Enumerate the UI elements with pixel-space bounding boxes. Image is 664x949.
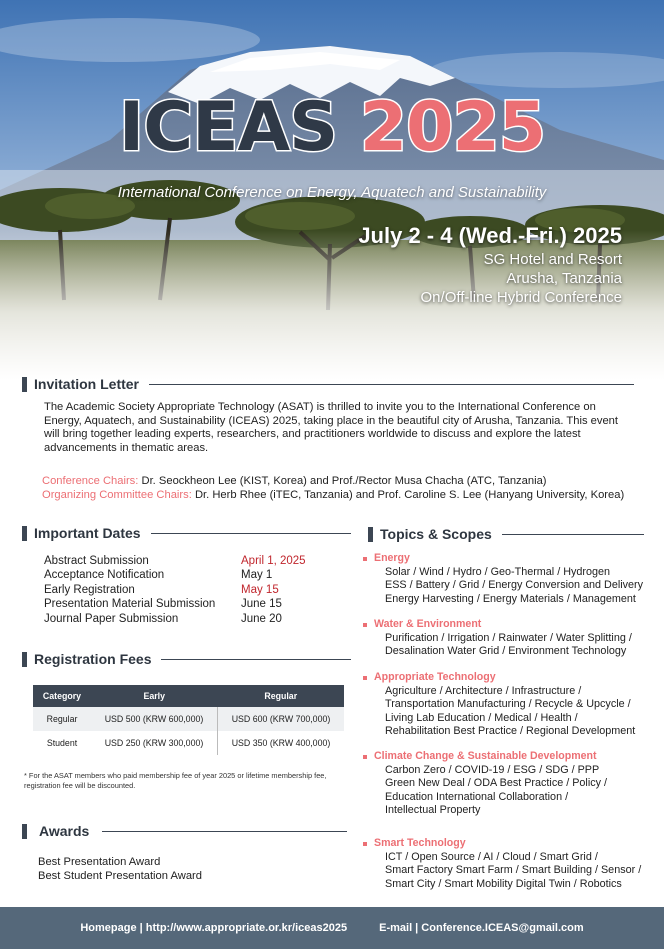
topic-line: Green New Deal / ODA Best Practice / Policy /	[385, 777, 608, 790]
date-row	[44, 568, 306, 582]
section-title: Invitation Letter	[34, 376, 140, 392]
topic-title-text: Water & Environment	[374, 618, 482, 630]
topic-line: ESS / Battery / Grid / Energy Conversion and Delivery	[385, 579, 644, 592]
topic-title	[363, 837, 641, 851]
event-city: Arusha, Tanzania	[506, 270, 622, 287]
invitation-body: The Academic Society Appropriate Technology (ASAT) is thrilled to invite you to the International Conference on Energy, Aquatech, and Sustainability (ICEAS) 2025, taking place in the beautiful city of Arusha, Tanzania. This event will bring together leading experts, researchers, and practitioners worldwide to discuss and explore the latest advancements in thematic areas.	[44, 401, 619, 454]
topic-line: Agriculture / Architecture / Infrastructure /	[385, 684, 582, 697]
topic-line: Solar / Wind / Hydro / Geo-Thermal / Hydrogen	[385, 565, 611, 578]
award-item: Best Student Presentation Award	[38, 870, 202, 882]
topic-line: Rehabilitation Best Practice / Regional Development	[385, 725, 636, 738]
important-dates-heading	[22, 525, 351, 541]
section-marker	[368, 527, 373, 542]
date-row	[44, 583, 306, 597]
section-divider	[502, 534, 644, 535]
title-acronym: ICEAS	[118, 88, 338, 167]
conference-subtitle: International Conference on Energy, Aquatech and Sustainability	[117, 184, 547, 201]
topic-line: Carbon Zero / COVID-19 / ESG / SDG / PPP	[385, 763, 600, 776]
date-label: Presentation Material Submission	[44, 598, 216, 611]
table-cell: USD 250 (KRW 300,000)	[91, 731, 218, 755]
section-divider	[149, 384, 634, 385]
section-marker	[22, 652, 27, 667]
section-divider	[102, 831, 347, 832]
topic-climate-change	[374, 750, 607, 818]
section-title: Registration Fees	[34, 651, 152, 667]
topic-line: Smart City / Smart Mobility Digital Twin / Robotics	[385, 877, 622, 890]
registration-fee-table	[33, 685, 344, 755]
date-value: June 20	[241, 612, 282, 625]
table-cell: Regular	[33, 707, 91, 731]
topic-line: Desalination Water Grid / Environment Technology	[385, 645, 627, 658]
topic-line: Education International Collaboration /	[385, 790, 569, 803]
bullet-icon	[363, 755, 367, 759]
date-row	[44, 597, 306, 611]
topic-water-environment	[374, 618, 632, 659]
event-venue: SG Hotel and Resort	[483, 251, 622, 268]
organizing-chairs-names: Dr. Herb Rhee (iTEC, Tanzania) and Prof. Caroline S. Lee (Hanyang University, Korea)	[191, 489, 625, 501]
hero-banner	[0, 0, 664, 380]
registration-heading	[22, 651, 351, 667]
topic-title-text: Appropriate Technology	[374, 671, 496, 683]
topic-line: Transportation Manufacturing / Recycle & Upcycle /	[385, 698, 631, 711]
event-format: On/Off-line Hybrid Conference	[420, 289, 622, 306]
table-cell: USD 350 (KRW 400,000)	[231, 738, 331, 748]
email-link[interactable]: E-mail | Conference.ICEAS@gmail.com	[379, 922, 584, 934]
date-value: May 1	[241, 569, 273, 582]
awards-list	[38, 855, 202, 883]
date-label: Acceptance Notification	[44, 569, 165, 582]
topic-line: ICT / Open Source / AI / Cloud / Smart Grid /	[385, 850, 598, 863]
awards-heading	[22, 823, 347, 839]
topic-line: Energy Harvesting / Energy Materials / Management	[385, 592, 636, 605]
date-label: Journal Paper Submission	[44, 612, 179, 625]
column-header: Regular	[218, 685, 345, 707]
section-title: Awards	[39, 823, 90, 839]
topic-line: Purification / Irrigation / Rainwater / Water Splitting /	[385, 631, 632, 644]
homepage-link[interactable]: Homepage | http://www.appropriate.or.kr/iceas2025	[80, 922, 348, 934]
section-marker	[22, 526, 27, 541]
date-value: May 15	[241, 583, 279, 596]
topic-title	[363, 552, 643, 566]
conference-chairs-line	[42, 474, 624, 488]
date-value: June 15	[241, 598, 282, 611]
conference-title	[0, 88, 664, 168]
bullet-icon	[363, 623, 367, 627]
invitation-heading	[22, 376, 634, 392]
column-header: Category	[33, 685, 91, 707]
fee-discount-note: * For the ASAT members who paid membership fee of year 2025 or lifetime membership fee, registration fee will be discounted.	[24, 771, 327, 790]
event-date: July 2 - 4 (Wed.-Fri.) 2025	[358, 223, 622, 248]
topic-title-text: Climate Change & Sustainable Development	[374, 750, 597, 762]
section-title: Important Dates	[34, 525, 141, 541]
section-divider	[151, 533, 351, 534]
section-divider	[161, 659, 351, 660]
topic-title	[363, 618, 632, 632]
topic-energy	[374, 552, 643, 606]
conference-chairs-label: Conference Chairs:	[42, 475, 139, 487]
award-item: Best Presentation Award	[38, 856, 161, 868]
topic-title-text: Smart Technology	[374, 837, 466, 849]
organizing-chairs-label: Organizing Committee Chairs:	[42, 489, 192, 501]
footer-bar	[0, 907, 664, 949]
bullet-icon	[363, 557, 367, 561]
important-dates-list	[44, 554, 306, 626]
date-value: April 1, 2025	[241, 555, 306, 567]
bullet-icon	[363, 842, 367, 846]
bullet-icon	[363, 676, 367, 680]
event-info	[358, 222, 622, 307]
topics-heading	[368, 526, 644, 542]
date-row	[44, 612, 306, 626]
section-title: Topics & Scopes	[380, 526, 492, 542]
topic-title	[363, 750, 607, 764]
column-header: Early	[91, 685, 218, 707]
section-marker	[22, 824, 27, 839]
chairs-info	[42, 474, 624, 502]
topic-line: Living Lab Education / Medical / Health /	[385, 711, 578, 724]
topic-title	[363, 671, 635, 685]
date-row	[44, 554, 306, 568]
topic-line: Intellectual Property	[385, 804, 481, 817]
conference-chairs-names: Dr. Seockheon Lee (KIST, Korea) and Prof./Rector Musa Chacha (ATC, Tanzania)	[138, 475, 547, 487]
title-year: 2025	[359, 88, 546, 167]
topic-smart-technology	[374, 837, 641, 891]
topic-appropriate-technology	[374, 671, 635, 739]
table-header-row	[33, 685, 344, 707]
table-row	[33, 731, 344, 755]
table-cell: USD 500 (KRW 600,000)	[91, 707, 218, 731]
topic-title-text: Energy	[374, 552, 410, 564]
organizing-chairs-line	[42, 488, 624, 502]
topic-line: Smart Factory Smart Farm / Smart Building / Sensor /	[385, 864, 642, 877]
date-label: Early Registration	[44, 583, 135, 596]
table-cell: USD 600 (KRW 700,000)	[218, 707, 345, 731]
section-marker	[22, 377, 27, 392]
table-row	[33, 707, 344, 731]
table-cell: Student	[46, 738, 78, 748]
date-label: Abstract Submission	[44, 555, 149, 567]
